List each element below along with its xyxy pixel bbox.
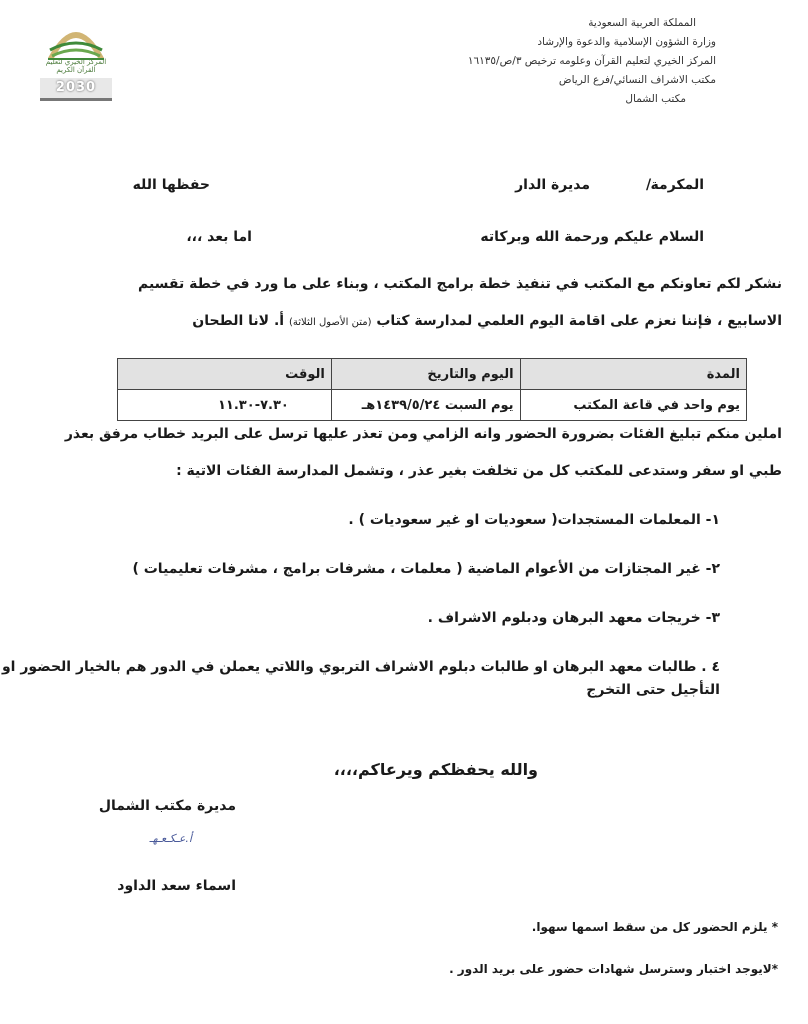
lecturer-name: أ. لانا الطحان xyxy=(192,313,285,329)
org-line: المركز الخيري لتعليم القرآن وعلومه ترخيص ٣/ص/١٦١٣٥ xyxy=(467,55,716,67)
table-row xyxy=(118,390,747,421)
signer-name: اسماء سعد الداود xyxy=(117,878,236,894)
table-header-row xyxy=(118,359,747,390)
org-line: وزارة الشؤون الإسلامية والدعوة والإرشاد xyxy=(537,36,716,48)
note-1: * يلزم الحضور كل من سقط اسمها سهوا. xyxy=(531,920,778,934)
cell-day-date: يوم السبت ١٤٣٩/٥/٢٤هـ xyxy=(331,390,520,421)
category-item-4: ٤ . طالبات معهد البرهان او طالبات دبلوم الاشراف التربوي واللاتي يعملن في الدور هم بالخيار الحضور او xyxy=(1,659,720,675)
book-title: (متن الأصول الثلاثة) xyxy=(288,317,372,328)
header-day-date: اليوم والتاريخ xyxy=(331,359,520,390)
category-item-2: ٢- غير المجتازات من الأعوام الماضية ( معلمات ، مشرفات برامج ، مشرفات تعليميات ) xyxy=(132,561,720,577)
blessing: حفظها الله xyxy=(132,177,210,193)
category-item-1: ١- المعلمات المستجدات( سعوديات او غير سعوديات ) . xyxy=(348,512,720,528)
amma-baad: اما بعد ،،، xyxy=(186,229,252,245)
header-time: الوقت xyxy=(118,359,332,390)
org-line: مكتب الاشراف النسائي/فرع الرياض xyxy=(558,74,716,86)
schedule-table xyxy=(117,358,747,421)
instructions-line-2: طبي او سفر وستدعى للمكتب كل من تخلفت بغير عذر ، وتشمل المدارسة الفئات الاتية : xyxy=(176,463,782,479)
category-item-3: ٣- خريجات معهد البرهان ودبلوم الاشراف . xyxy=(427,610,720,626)
closing: والله يحفظكم ويرعاكم،،،، xyxy=(333,760,538,779)
org-line: المملكة العربية السعودية xyxy=(588,17,696,29)
instructions-line-1: املين منكم تبليغ الفئات بضرورة الحضور وانه الزامي ومن تعذر عليها ترسل على البريد خطاب مرفق بعذر xyxy=(64,426,782,442)
addressee-name: مديرة الدار xyxy=(515,177,590,193)
paragraph-line-2 xyxy=(192,313,782,329)
cell-time: ٧.٣٠-١١.٣٠ xyxy=(118,390,332,421)
addressee-title: المكرمة xyxy=(650,177,704,193)
paragraph-line-1: نشكر لكم تعاونكم مع المكتب في تنفيذ خطة برامج المكتب ، وبناء على ما ورد في خطة تقسيم xyxy=(137,276,782,292)
logo-caption: المركز الخيري لتعليم القرآن الكريم xyxy=(45,58,107,74)
header-duration: المدة xyxy=(520,359,746,390)
addressee-slash: / xyxy=(646,177,652,193)
note-2: *لايوجد اختبار وسترسل شهادات حضور على بريد الدور . xyxy=(449,962,778,976)
vision-2030-badge xyxy=(40,78,112,101)
vision-text: 2030 xyxy=(55,80,97,95)
organization-header xyxy=(396,14,716,109)
category-item-4-cont: التأجيل حتى التخرج xyxy=(586,682,720,698)
signature-scribble: أ.عـكـعـهـ xyxy=(149,832,192,845)
para-line-2-main: الاسابيع ، فإننا نعزم على اقامة اليوم العلمي لمدارسة كتاب xyxy=(376,313,782,329)
cell-duration: يوم واحد في قاعة المكتب xyxy=(520,390,746,421)
greeting: السلام عليكم ورحمة الله وبركاته xyxy=(480,229,704,245)
org-line: مكتب الشمال xyxy=(625,93,686,105)
signature-title: مديرة مكتب الشمال xyxy=(98,798,236,814)
